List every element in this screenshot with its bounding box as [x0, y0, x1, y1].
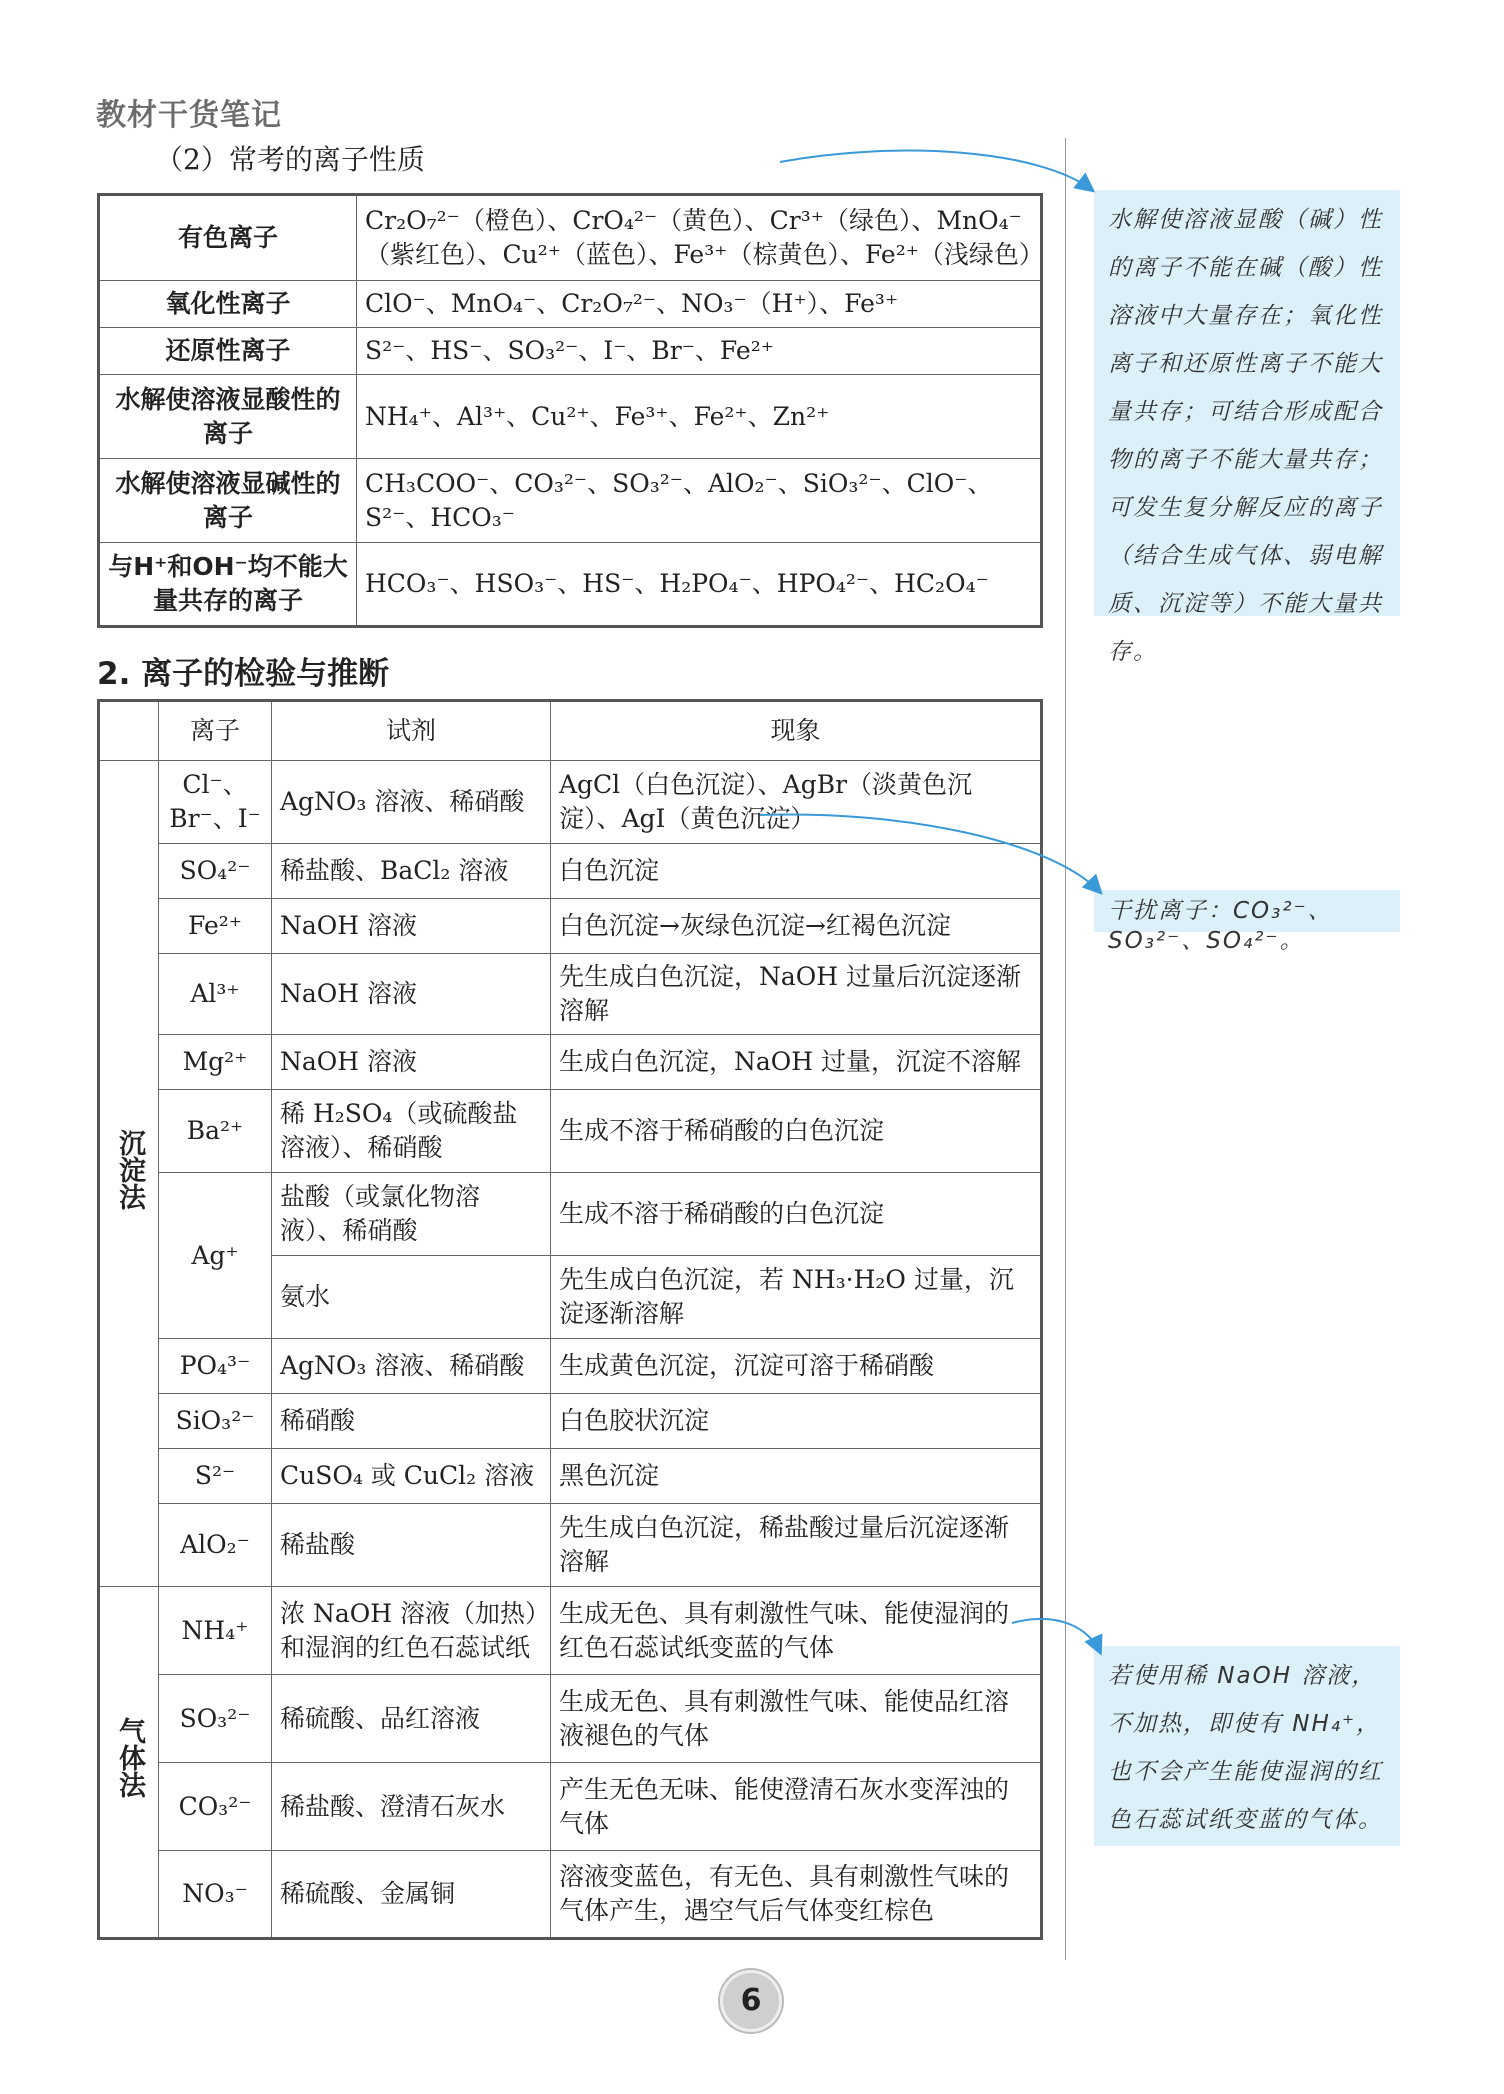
row-value: ClO⁻、MnO₄⁻、Cr₂O₇²⁻、NO₃⁻（H⁺）、Fe³⁺ — [357, 281, 1042, 328]
phenomenon-cell: 先生成白色沉淀，稀盐酸过量后沉淀逐渐溶解 — [551, 1504, 1042, 1587]
header-phenomenon: 现象 — [551, 701, 1042, 761]
margin-note-3: 若使用稀 NaOH 溶液，不加热，即使有 NH₄⁺，也不会产生能使湿润的红色石蕊试纸变蓝的气体。 — [1094, 1646, 1400, 1846]
ion-cell: Mg²⁺ — [159, 1035, 272, 1090]
margin-note-2: 干扰离子：CO₃²⁻、SO₃²⁻、SO₄²⁻。 — [1094, 890, 1400, 932]
phenomenon-cell: 生成不溶于稀硝酸的白色沉淀 — [551, 1090, 1042, 1173]
arrow-to-note-2 — [760, 814, 1100, 892]
ion-cell: Ba²⁺ — [159, 1090, 272, 1173]
reagent-cell: 稀 H₂SO₄（或硫酸盐溶液）、稀硝酸 — [272, 1090, 551, 1173]
reagent-cell: 浓 NaOH 溶液（加热）和湿润的红色石蕊试纸 — [272, 1587, 551, 1675]
reagent-cell: 氨水 — [272, 1256, 551, 1339]
ion-cell: Al³⁺ — [159, 954, 272, 1035]
header-reagent: 试剂 — [272, 701, 551, 761]
row-label: 与H⁺和OH⁻均不能大量共存的离子 — [99, 543, 357, 627]
reagent-cell: 稀硫酸、品红溶液 — [272, 1675, 551, 1763]
ion-cell: SiO₃²⁻ — [159, 1394, 272, 1449]
category-label: 气体法 — [114, 1717, 145, 1798]
row-label: 氧化性离子 — [99, 281, 357, 328]
phenomenon-cell: 生成不溶于稀硝酸的白色沉淀 — [551, 1173, 1042, 1256]
subsection-title: （2）常考的离子性质 — [155, 143, 425, 176]
phenomenon-cell: 生成无色、具有刺激性气味、能使品红溶液褪色的气体 — [551, 1675, 1042, 1763]
row-value: NH₄⁺、Al³⁺、Cu²⁺、Fe³⁺、Fe²⁺、Zn²⁺ — [357, 375, 1042, 459]
header-ion: 离子 — [159, 701, 272, 761]
ion-cell: CO₃²⁻ — [159, 1763, 272, 1851]
reagent-cell: 稀盐酸、澄清石灰水 — [272, 1763, 551, 1851]
ion-cell: Ag⁺ — [159, 1173, 272, 1339]
ion-cell: NH₄⁺ — [159, 1587, 272, 1675]
reagent-cell: CuSO₄ 或 CuCl₂ 溶液 — [272, 1449, 551, 1504]
phenomenon-cell: 白色胶状沉淀 — [551, 1394, 1042, 1449]
reagent-cell: NaOH 溶液 — [272, 899, 551, 954]
phenomenon-cell: 黑色沉淀 — [551, 1449, 1042, 1504]
page-number: 6 — [720, 1970, 782, 2032]
reagent-cell: 稀盐酸、BaCl₂ 溶液 — [272, 844, 551, 899]
phenomenon-cell: 白色沉淀→灰绿色沉淀→红褐色沉淀 — [551, 899, 1042, 954]
phenomenon-cell: 先生成白色沉淀，NaOH 过量后沉淀逐渐溶解 — [551, 954, 1042, 1035]
arrow-to-note-3 — [1012, 1619, 1100, 1652]
row-label: 水解使溶液显碱性的离子 — [99, 459, 357, 543]
margin-note-1: 水解使溶液显酸（碱）性的离子不能在碱（酸）性溶液中大量存在；氧化性离子和还原性离子不能大量共存；可结合形成配合物的离子不能大量共存；可发生复分解反应的离子（结合生成气体、弱电解质、沉淀等）不能大量共存。 — [1094, 190, 1400, 616]
category-label: 沉淀法 — [114, 1128, 145, 1210]
phenomenon-cell: 白色沉淀 — [551, 844, 1042, 899]
reagent-cell: NaOH 溶液 — [272, 1035, 551, 1090]
ion-cell: Cl⁻、Br⁻、I⁻ — [159, 761, 272, 844]
reagent-cell: 稀硝酸 — [272, 1394, 551, 1449]
ion-cell: AlO₂⁻ — [159, 1504, 272, 1587]
row-value: CH₃COO⁻、CO₃²⁻、SO₃²⁻、AlO₂⁻、SiO₃²⁻、ClO⁻、S²⁻、HCO₃⁻ — [357, 459, 1042, 543]
phenomenon-cell: 生成黄色沉淀，沉淀可溶于稀硝酸 — [551, 1339, 1042, 1394]
phenomenon-cell: 溶液变蓝色，有无色、具有刺激性气味的气体产生，遇空气后气体变红棕色 — [551, 1851, 1042, 1939]
page-header-title: 教材干货笔记 — [96, 98, 282, 133]
reagent-cell: 稀盐酸 — [272, 1504, 551, 1587]
row-value: Cr₂O₇²⁻（橙色）、CrO₄²⁻（黄色）、Cr³⁺（绿色）、MnO₄⁻（紫红色）、Cu²⁺（蓝色）、Fe³⁺（棕黄色）、Fe²⁺（浅绿色） — [357, 195, 1042, 281]
section-title: 2. 离子的检验与推断 — [97, 656, 390, 692]
row-value: S²⁻、HS⁻、SO₃²⁻、I⁻、Br⁻、Fe²⁺ — [357, 328, 1042, 375]
row-label: 水解使溶液显酸性的离子 — [99, 375, 357, 459]
arrow-to-note-1 — [780, 151, 1092, 190]
ion-cell: PO₄³⁻ — [159, 1339, 272, 1394]
phenomenon-cell: 生成白色沉淀，NaOH 过量，沉淀不溶解 — [551, 1035, 1042, 1090]
ion-cell: SO₄²⁻ — [159, 844, 272, 899]
ion-cell: Fe²⁺ — [159, 899, 272, 954]
phenomenon-cell: 先生成白色沉淀，若 NH₃·H₂O 过量，沉淀逐渐溶解 — [551, 1256, 1042, 1339]
reagent-cell: 盐酸（或氯化物溶液）、稀硝酸 — [272, 1173, 551, 1256]
row-value: HCO₃⁻、HSO₃⁻、HS⁻、H₂PO₄⁻、HPO₄²⁻、HC₂O₄⁻ — [357, 543, 1042, 627]
phenomenon-cell: 产生无色无味、能使澄清石灰水变浑浊的气体 — [551, 1763, 1042, 1851]
reagent-cell: NaOH 溶液 — [272, 954, 551, 1035]
row-label: 还原性离子 — [99, 328, 357, 375]
ion-cell: SO₃²⁻ — [159, 1675, 272, 1763]
reagent-cell: AgNO₃ 溶液、稀硝酸 — [272, 761, 551, 844]
reagent-cell: 稀硫酸、金属铜 — [272, 1851, 551, 1939]
phenomenon-cell: 生成无色、具有刺激性气味、能使湿润的红色石蕊试纸变蓝的气体 — [551, 1587, 1042, 1675]
phenomenon-cell: AgCl（白色沉淀）、AgBr（淡黄色沉淀）、AgI（黄色沉淀） — [551, 761, 1042, 844]
ion-cell: NO₃⁻ — [159, 1851, 272, 1939]
row-label: 有色离子 — [99, 195, 357, 281]
reagent-cell: AgNO₃ 溶液、稀硝酸 — [272, 1339, 551, 1394]
ion-cell: S²⁻ — [159, 1449, 272, 1504]
